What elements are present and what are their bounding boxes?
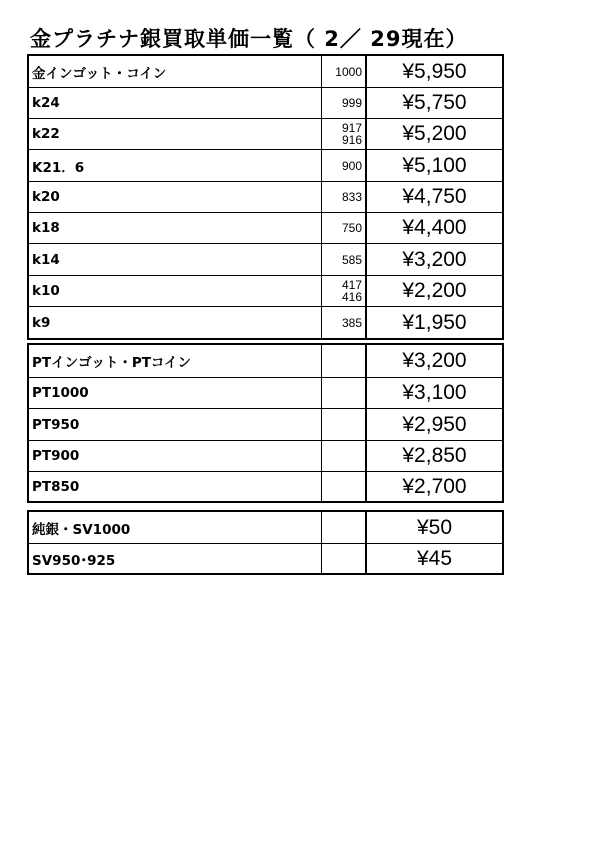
price-cell [365, 56, 502, 87]
item-name: k20 [32, 189, 60, 205]
price-cell [365, 472, 502, 501]
price-value: ¥5,100 [402, 153, 467, 177]
item-name: 純銀・SV1000 [32, 521, 131, 538]
item-name: k9 [32, 314, 51, 331]
item-name: k18 [32, 220, 60, 236]
price-value: ¥2,200 [402, 279, 467, 302]
price-value: ¥1,950 [402, 310, 467, 334]
item-name: k14 [32, 251, 60, 268]
price-value: ¥3,200 [402, 349, 467, 372]
purity-cell [321, 472, 365, 501]
platinum-price-table [27, 343, 504, 503]
table-row-pt1000 [29, 378, 502, 409]
price-cell [365, 276, 502, 306]
item-name: SV950･925 [32, 552, 116, 569]
purity-value: 917 [341, 121, 362, 135]
purity-cell [321, 307, 365, 338]
page-title: 金プラチナ銀買取単価一覧（ 2／ 29現在） [30, 27, 468, 51]
purity-value: 916 [341, 133, 362, 147]
price-value: ¥5,750 [402, 91, 467, 114]
price-value: ¥50 [416, 515, 453, 539]
table-row-pt850 [29, 472, 502, 501]
table-row-k24 [29, 88, 502, 119]
price-cell [365, 182, 502, 212]
purity-value: 900 [341, 158, 362, 173]
purity-value: 750 [341, 221, 362, 235]
purity-value: 416 [341, 290, 362, 304]
purity-cell [321, 88, 365, 118]
purity-value: 417 [341, 278, 362, 292]
price-cell [365, 213, 502, 243]
purity-cell [321, 441, 365, 471]
table-row-pure-silver [29, 512, 502, 544]
price-cell [365, 88, 502, 118]
gold-price-table [27, 54, 504, 340]
price-cell [365, 307, 502, 338]
item-name: k22 [32, 126, 60, 142]
purity-value: 999 [341, 96, 362, 110]
price-value: ¥5,950 [402, 59, 467, 83]
price-value: ¥2,850 [402, 444, 467, 467]
price-value: ¥2,700 [402, 474, 467, 498]
table-row-pt-ingot [29, 345, 502, 378]
item-name: k10 [32, 283, 60, 299]
purity-cell [321, 409, 365, 440]
price-value: ¥5,200 [402, 122, 467, 145]
price-cell [365, 512, 502, 543]
purity-value: 585 [341, 252, 362, 267]
table-row-sv950-925 [29, 544, 502, 573]
item-name: PT1000 [32, 385, 89, 401]
purity-cell [321, 276, 365, 306]
table-row-gold-ingot [29, 56, 502, 88]
table-row-pt900 [29, 441, 502, 472]
price-cell [365, 378, 502, 408]
table-row-k10 [29, 276, 502, 307]
purity-cell [321, 119, 365, 149]
purity-cell [321, 213, 365, 243]
silver-price-table [27, 510, 504, 575]
purity-value: 385 [341, 315, 362, 330]
price-cell [365, 409, 502, 440]
price-value: ¥4,400 [402, 216, 467, 239]
price-cell [365, 345, 502, 377]
price-cell [365, 544, 502, 573]
table-row-k22 [29, 119, 502, 150]
purity-cell [321, 182, 365, 212]
item-name: k24 [32, 95, 60, 111]
purity-value: 1000 [335, 64, 362, 79]
price-value: ¥3,100 [402, 381, 467, 404]
table-row-k20 [29, 182, 502, 213]
purity-cell [321, 378, 365, 408]
purity-cell [321, 345, 365, 377]
purity-cell [321, 544, 365, 573]
purity-cell [321, 150, 365, 181]
item-name: K21．6 [32, 159, 85, 176]
price-cell [365, 441, 502, 471]
price-cell [365, 119, 502, 149]
item-name: PT900 [32, 448, 80, 464]
price-value: ¥4,750 [402, 185, 467, 208]
item-name: PT850 [32, 478, 80, 495]
purity-value: 833 [341, 190, 362, 204]
price-cell [365, 244, 502, 275]
table-row-k14 [29, 244, 502, 276]
purity-cell [321, 512, 365, 543]
price-value: ¥45 [416, 546, 453, 570]
price-cell [365, 150, 502, 181]
item-name: PTインゴット・PTコイン [32, 355, 192, 371]
purity-cell [321, 244, 365, 275]
table-row-pt950 [29, 409, 502, 441]
table-row-k21-6 [29, 150, 502, 182]
item-name: 金インゴット・コイン [32, 65, 167, 82]
price-value: ¥3,200 [402, 247, 467, 271]
purity-cell [321, 56, 365, 87]
price-value: ¥2,950 [402, 412, 467, 436]
table-row-k9 [29, 307, 502, 338]
table-row-k18 [29, 213, 502, 244]
item-name: PT950 [32, 416, 80, 433]
